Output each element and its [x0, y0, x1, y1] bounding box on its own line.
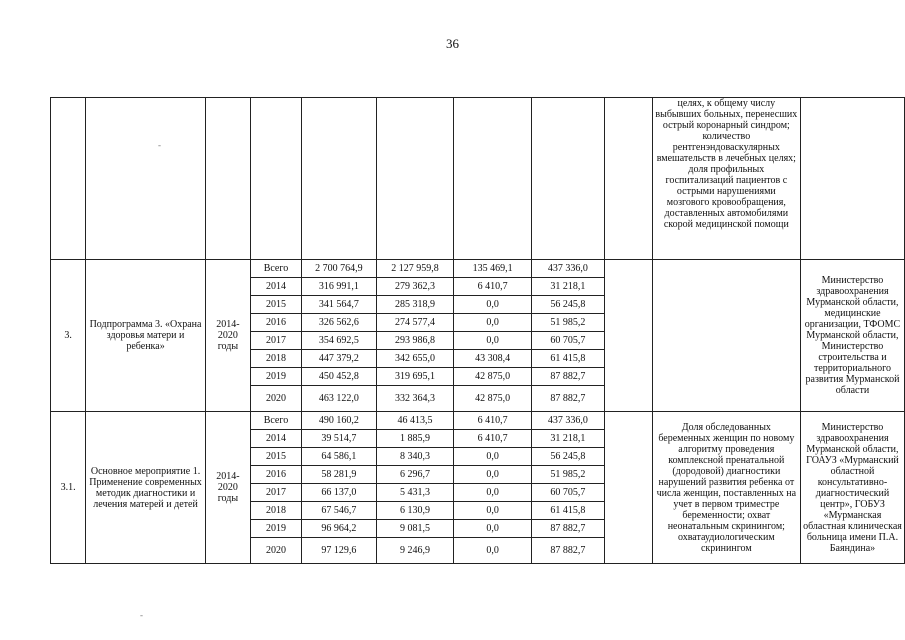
- table-body: [51, 98, 905, 564]
- total-amount-cell: 64 586,1: [301, 448, 376, 466]
- program-table: [50, 97, 905, 564]
- year-cell: 2016: [250, 314, 301, 332]
- federal-amount-cell: 135 469,1: [454, 260, 532, 278]
- federal-amount-cell: 0,0: [454, 502, 532, 520]
- continuation-total-cell: [301, 98, 376, 260]
- executor-cell: Министерство здравоохранения Мурманской области, ГОАУЗ «Мурманский областной консультативно-диагностический центр», ГОБУЗ «Мурманская областная клиническая больница имени П.А. Баяндина»: [800, 412, 904, 564]
- regional-amount-cell: 279 362,3: [376, 278, 454, 296]
- executor-cell: Министерство здравоохранения Мурманской области, медицинские организации, ТФОМС Мурманской области, Министерство строительства и территориального развития Мурманской области: [800, 260, 904, 412]
- other-amount-cell: 87 882,7: [531, 520, 604, 538]
- total-amount-cell: 97 129,6: [301, 538, 376, 564]
- other-amount-cell: 51 985,2: [531, 314, 604, 332]
- total-amount-cell: 490 160,2: [301, 412, 376, 430]
- total-amount-cell: 447 379,2: [301, 350, 376, 368]
- federal-amount-cell: 6 410,7: [454, 430, 532, 448]
- continuation-num-cell: [51, 98, 86, 260]
- year-cell: 2019: [250, 520, 301, 538]
- regional-amount-cell: 8 340,3: [376, 448, 454, 466]
- other-amount-cell: 437 336,0: [531, 412, 604, 430]
- total-amount-cell: 58 281,9: [301, 466, 376, 484]
- other-amount-cell: 60 705,7: [531, 484, 604, 502]
- federal-amount-cell: 42 875,0: [454, 368, 532, 386]
- continuation-row: [51, 98, 905, 260]
- regional-amount-cell: 6 130,9: [376, 502, 454, 520]
- regional-amount-cell: 274 577,4: [376, 314, 454, 332]
- year-cell: 2019: [250, 368, 301, 386]
- indicator-cell: Доля обследованных беременных женщин по новому алгоритму проведения комплексной пренатальной (дородовой) диагностики нарушений развития ребенка от числа женщин, поставленных на учет в первом триместре беременности; охват неонатальным скринингом; охватаудиологическим скринингом: [652, 412, 800, 564]
- total-amount-cell: 326 562,6: [301, 314, 376, 332]
- row-period-cell: 2014-2020 годы: [205, 260, 250, 412]
- other-amount-cell: 87 882,7: [531, 368, 604, 386]
- federal-amount-cell: 0,0: [454, 332, 532, 350]
- year-cell: 2018: [250, 502, 301, 520]
- row-name-cell: Подпрограмма 3. «Охрана здоровья матери и ребенка»: [86, 260, 206, 412]
- other-amount-cell: 61 415,8: [531, 350, 604, 368]
- continuation-other-cell: [531, 98, 604, 260]
- other-amount-cell: 60 705,7: [531, 332, 604, 350]
- page-number: 36: [446, 36, 459, 51]
- blank-cell: [604, 260, 652, 412]
- total-amount-cell: 463 122,0: [301, 386, 376, 412]
- scan-mark: -: [140, 610, 143, 620]
- table-row: [51, 412, 905, 430]
- federal-amount-cell: 0,0: [454, 296, 532, 314]
- federal-amount-cell: 42 875,0: [454, 386, 532, 412]
- federal-amount-cell: 0,0: [454, 484, 532, 502]
- regional-amount-cell: 6 296,7: [376, 466, 454, 484]
- continuation-regional-cell: [376, 98, 454, 260]
- year-cell: 2017: [250, 332, 301, 350]
- federal-amount-cell: 6 410,7: [454, 412, 532, 430]
- total-amount-cell: 2 700 764,9: [301, 260, 376, 278]
- year-cell: Всего: [250, 260, 301, 278]
- table-row: [51, 260, 905, 278]
- regional-amount-cell: 285 318,9: [376, 296, 454, 314]
- row-number-cell: 3.: [51, 260, 86, 412]
- continuation-indicator-cell: целях, к общему числу выбывших больных, перенесших острый коронарный синдром; количество рентгенэндоваскулярных вмешательств в лечебных целях; доля профильных госпитализаций пациентов с острыми нарушениями мозгового кровообращения, доставленных автомобилями скорой медицинской помощи: [652, 98, 800, 260]
- federal-amount-cell: 0,0: [454, 538, 532, 564]
- row-name-cell: Основное мероприятие 1. Применение современных методик диагностики и лечения матерей и детей: [86, 412, 206, 564]
- continuation-period-cell: [205, 98, 250, 260]
- regional-amount-cell: 293 986,8: [376, 332, 454, 350]
- row-period-cell: 2014-2020 годы: [205, 412, 250, 564]
- continuation-name-cell: [86, 98, 206, 260]
- continuation-blank-cell: [604, 98, 652, 260]
- other-amount-cell: 87 882,7: [531, 386, 604, 412]
- year-cell: 2014: [250, 278, 301, 296]
- year-cell: 2014: [250, 430, 301, 448]
- regional-amount-cell: 332 364,3: [376, 386, 454, 412]
- federal-amount-cell: 0,0: [454, 520, 532, 538]
- other-amount-cell: 87 882,7: [531, 538, 604, 564]
- total-amount-cell: 341 564,7: [301, 296, 376, 314]
- indicator-cell: [652, 260, 800, 412]
- year-cell: 2016: [250, 466, 301, 484]
- year-cell: 2015: [250, 296, 301, 314]
- other-amount-cell: 51 985,2: [531, 466, 604, 484]
- federal-amount-cell: 0,0: [454, 448, 532, 466]
- regional-amount-cell: 9 081,5: [376, 520, 454, 538]
- year-cell: Всего: [250, 412, 301, 430]
- regional-amount-cell: 319 695,1: [376, 368, 454, 386]
- total-amount-cell: 66 137,0: [301, 484, 376, 502]
- total-amount-cell: 354 692,5: [301, 332, 376, 350]
- year-cell: 2018: [250, 350, 301, 368]
- federal-amount-cell: 6 410,7: [454, 278, 532, 296]
- total-amount-cell: 316 991,1: [301, 278, 376, 296]
- regional-amount-cell: 5 431,3: [376, 484, 454, 502]
- scan-mark: -: [158, 140, 161, 150]
- other-amount-cell: 31 218,1: [531, 278, 604, 296]
- year-cell: 2020: [250, 386, 301, 412]
- other-amount-cell: 31 218,1: [531, 430, 604, 448]
- year-cell: 2015: [250, 448, 301, 466]
- continuation-federal-cell: [454, 98, 532, 260]
- federal-amount-cell: 0,0: [454, 466, 532, 484]
- continuation-executor-cell: [800, 98, 904, 260]
- other-amount-cell: 56 245,8: [531, 296, 604, 314]
- total-amount-cell: 67 546,7: [301, 502, 376, 520]
- regional-amount-cell: 342 655,0: [376, 350, 454, 368]
- year-cell: 2020: [250, 538, 301, 564]
- regional-amount-cell: 2 127 959,8: [376, 260, 454, 278]
- total-amount-cell: 96 964,2: [301, 520, 376, 538]
- regional-amount-cell: 46 413,5: [376, 412, 454, 430]
- other-amount-cell: 56 245,8: [531, 448, 604, 466]
- year-cell: 2017: [250, 484, 301, 502]
- other-amount-cell: 61 415,8: [531, 502, 604, 520]
- federal-amount-cell: 43 308,4: [454, 350, 532, 368]
- row-number-cell: 3.1.: [51, 412, 86, 564]
- blank-cell: [604, 412, 652, 564]
- total-amount-cell: 450 452,8: [301, 368, 376, 386]
- total-amount-cell: 39 514,7: [301, 430, 376, 448]
- regional-amount-cell: 1 885,9: [376, 430, 454, 448]
- federal-amount-cell: 0,0: [454, 314, 532, 332]
- other-amount-cell: 437 336,0: [531, 260, 604, 278]
- regional-amount-cell: 9 246,9: [376, 538, 454, 564]
- continuation-year-cell: [250, 98, 301, 260]
